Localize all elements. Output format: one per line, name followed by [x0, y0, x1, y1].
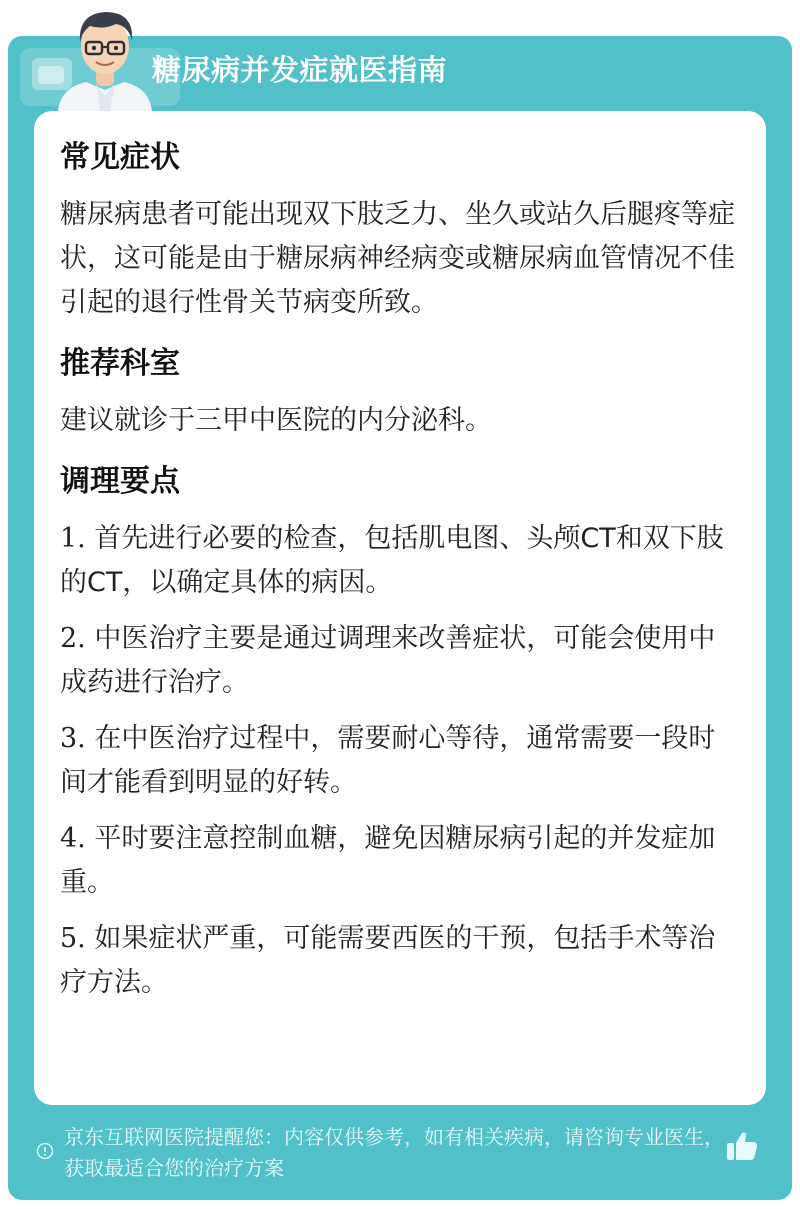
disclaimer-text: 京东互联网医院提醒您：内容仅供参考，如有相关疾病，请咨询专业医生，获取最适合您的治疗方案 [64, 1125, 724, 1180]
thumbs-up-icon[interactable] [724, 1128, 760, 1164]
section-title-care: 调理要点 [60, 464, 180, 499]
list-item: 2. 中医治疗主要是通过调理来改善症状，可能会使用中成药进行治疗。 [60, 623, 716, 698]
section-title-symptoms: 常见症状 [60, 140, 180, 175]
list-item: 3. 在中医治疗过程中，需要耐心等待，通常需要一段时间才能看到明显的好转。 [60, 723, 716, 798]
list-item: 5. 如果症状严重，可能需要西医的干预，包括手术等治疗方法。 [60, 923, 716, 998]
symptoms-text: 糖尿病患者可能出现双下肢乏力、坐久或站久后腿疼等症状，这可能是由于糖尿病神经病变或糖尿病血管情况不佳引起的退行性骨关节病变所致。 [60, 199, 735, 318]
list-item: 4. 平时要注意控制血糖，避免因糖尿病引起的并发症加重。 [60, 823, 716, 898]
content-card [34, 111, 766, 1105]
doctor-avatar-icon [50, 4, 160, 112]
disclaimer-footer [36, 1122, 766, 1186]
page-title: 糖尿病并发症就医指南 [152, 53, 448, 87]
section-title-department: 推荐科室 [60, 346, 180, 381]
info-icon [36, 1142, 54, 1160]
department-text: 建议就诊于三甲中医院的内分泌科。 [60, 405, 492, 436]
list-item: 1. 首先进行必要的检查，包括肌电图、头颅CT和双下肢的CT，以确定具体的病因。 [60, 523, 724, 598]
